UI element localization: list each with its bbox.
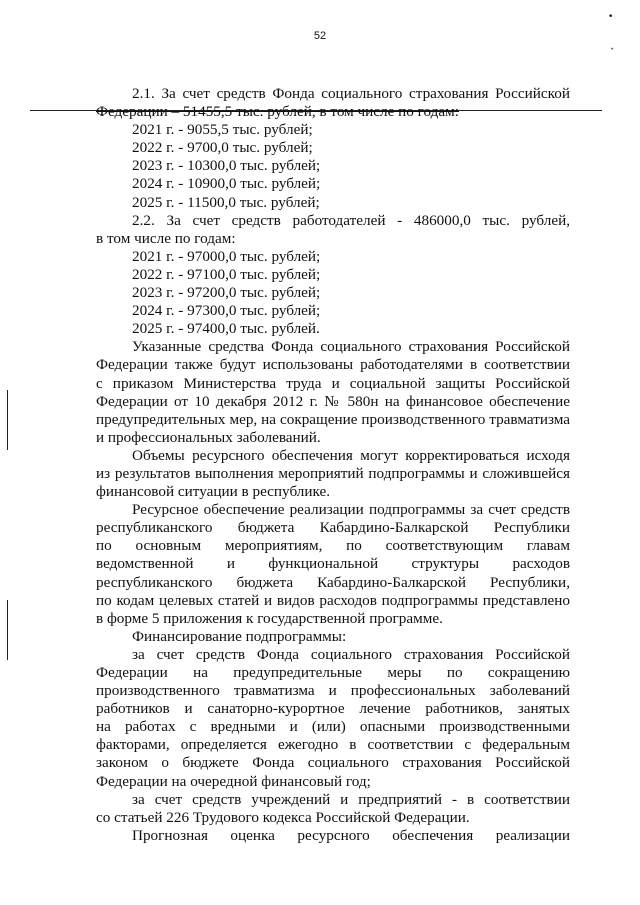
- scan-margin-line: [7, 390, 8, 450]
- year-line: 2021 г. - 9055,5 тыс. рублей;: [132, 121, 313, 139]
- paragraph-line: по кодам целевых статей и видов расходов подпрограммы представлено: [96, 591, 570, 609]
- page-number: 52: [313, 30, 327, 42]
- year-line: 2025 г. - 11500,0 тыс. рублей;: [132, 193, 320, 211]
- section-2-2-line1: 2.2. За счет средств работодателей - 486000,0 тыс. рублей,: [132, 211, 570, 229]
- paragraph-line: за счет средств учреждений и предприятий - в соответствии: [132, 790, 570, 808]
- year-line: 2024 г. - 97300,0 тыс. рублей;: [132, 302, 321, 320]
- paragraph-line: Федерации на очередной финансовый год;: [96, 772, 371, 790]
- paragraph-line: финансовой ситуации в республике.: [96, 483, 331, 501]
- year-line: 2024 г. - 10900,0 тыс. рублей;: [132, 175, 321, 193]
- paragraph-line: факторами, определяется ежегодно в соответствии с федеральным: [96, 736, 570, 754]
- paragraph-line: из результатов выполнения мероприятий подпрограммы и сложившейся: [96, 464, 570, 482]
- year-line: 2025 г. - 97400,0 тыс. рублей.: [132, 320, 320, 338]
- year-line: 2022 г. - 97100,0 тыс. рублей;: [132, 265, 321, 283]
- paragraph-line: законом о бюджете Фонда социального страхования Российской: [96, 754, 570, 772]
- scan-speck: •: [608, 12, 614, 22]
- year-line: 2021 г. - 97000,0 тыс. рублей;: [132, 247, 321, 265]
- paragraph-line: республиканского бюджета Кабардино-Балкарской Республики,: [96, 573, 570, 591]
- section-2-1-line1: 2.1. За счет средств Фонда социального страхования Российской: [132, 85, 570, 102]
- paragraph-line: республиканского бюджета Кабардино-Балкарской Республики: [96, 519, 570, 537]
- paragraph-line: Федерации на предупредительные меры по сокращению: [96, 664, 570, 681]
- year-line: 2023 г. - 10300,0 тыс. рублей;: [132, 157, 321, 175]
- paragraph-line: со статьей 226 Трудового кодекса Российской Федерации.: [96, 808, 470, 826]
- section-2-1-line2: Федерации – 51455,5 тыс. рублей, в том числе по годам:: [96, 103, 459, 121]
- paragraph-line: ведомственной и функциональной структуры расходов: [96, 555, 570, 573]
- paragraph-line: с приказом Министерства труда и социальной защиты Российской: [96, 374, 570, 392]
- paragraph-line: Ресурсное обеспечение реализации подпрограммы за счет средств: [132, 501, 570, 519]
- paragraph-line: Объемы ресурсного обеспечения могут корректироваться исходя: [132, 446, 570, 464]
- paragraph-line: Указанные средства Фонда социального страхования Российской: [132, 338, 570, 356]
- paragraph-line: и профессиональных заболеваний.: [96, 428, 321, 446]
- scan-speck: ˇ: [610, 48, 615, 58]
- paragraph-line: в форме 5 приложения к государственной программе.: [96, 609, 443, 627]
- paragraph-line: предупредительных мер, на сокращение производственного травматизма: [96, 410, 570, 428]
- paragraph-line: на работах с вредными и (или) опасными производственными: [96, 718, 570, 736]
- scan-margin-line: [7, 600, 8, 660]
- paragraph-line: производственного травматизма и профессиональных заболеваний: [96, 682, 570, 700]
- document-body: [96, 85, 570, 845]
- year-line: 2022 г. - 9700,0 тыс. рублей;: [132, 139, 313, 157]
- financing-heading: Финансирование подпрограммы:: [132, 627, 347, 645]
- paragraph-line: по основным мероприятиям, по соответствующим главам: [96, 537, 570, 555]
- year-line: 2023 г. - 97200,0 тыс. рублей;: [132, 284, 321, 302]
- paragraph-line: работников и санаторно-курортное лечение работников, занятых: [96, 700, 570, 718]
- paragraph-line: за счет средств Фонда социального страхования Российской: [132, 645, 570, 663]
- paragraph-line: Федерации от 10 декабря 2012 г. № 580н на финансовое обеспечение: [96, 392, 570, 410]
- paragraph-line: Федерации также будут использованы работодателями в соответствии: [96, 356, 570, 374]
- section-2-2-line2: в том числе по годам:: [96, 229, 236, 247]
- paragraph-line: Прогнозная оценка ресурсного обеспечения реализации: [132, 826, 570, 844]
